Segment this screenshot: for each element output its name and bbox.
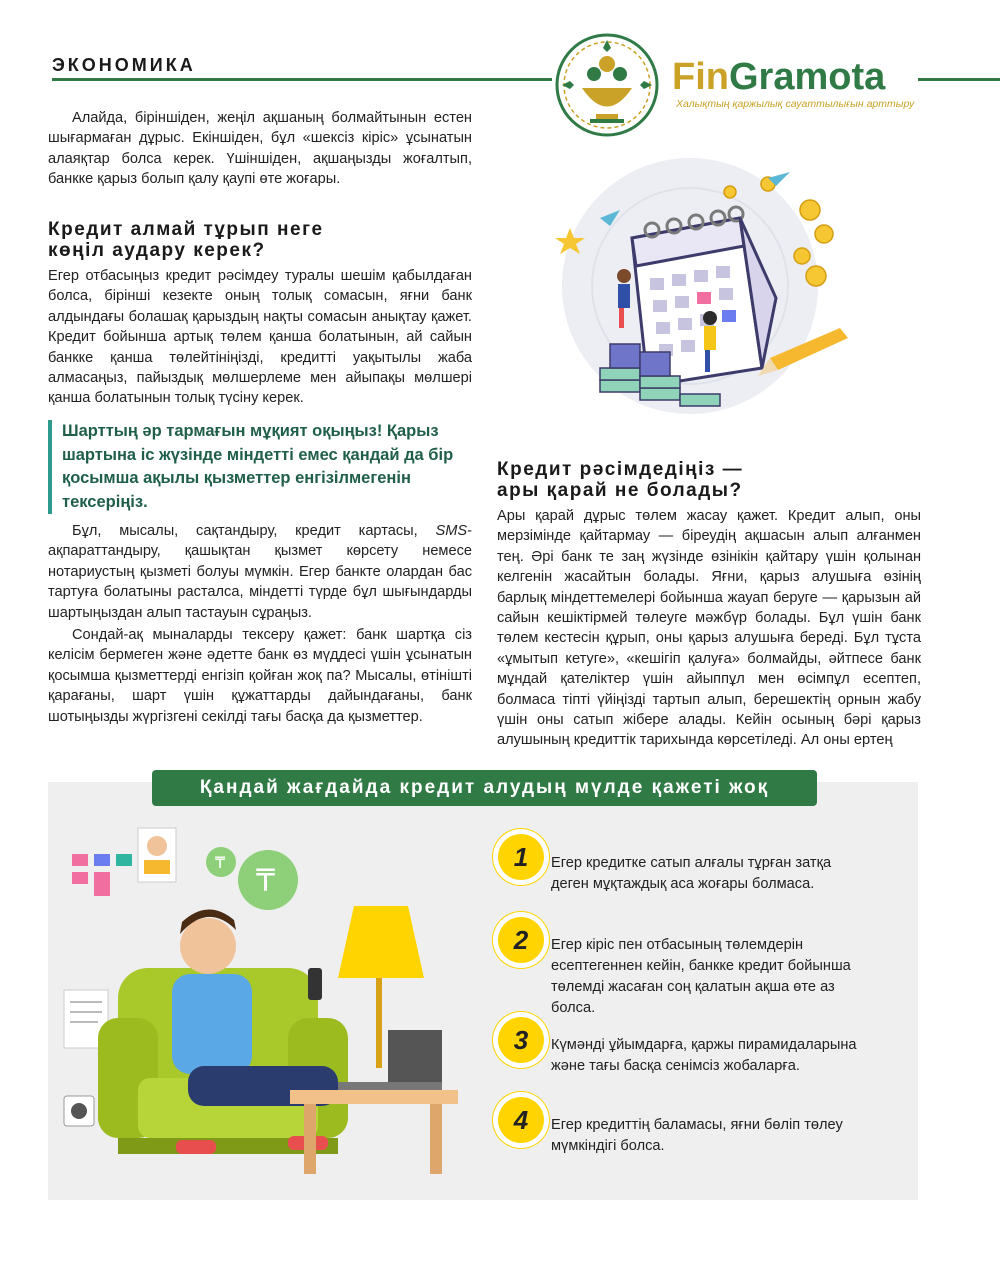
calendar-illustration [540,148,870,448]
tip-number-badge: 4 [498,1097,544,1143]
paragraph-extra-services [48,521,472,623]
tip-text: Егер кредиттің баламасы, яғни бөліп төлеу мүмкіндігі болса. [551,1117,843,1154]
svg-text:₸: ₸ [215,853,226,872]
brand-name [672,56,885,99]
header-rule-left [52,78,552,81]
paragraph-extra-services-block [48,521,472,727]
sms-italic: SMS [435,523,468,539]
heading-after-credit [497,459,927,501]
heading-before-credit-line2: көңіл аудару керек? [48,240,266,261]
intro-paragraph-block [48,108,472,190]
tip-text: Күмәнді ұйымдарға, қаржы пирамидаларына және тағы басқа сенімсіз жобаларға. [551,1037,857,1074]
tip-number-badge: 3 [498,1017,544,1063]
heading-after-credit-line1: Кредит рәсімдедіңіз — [497,459,744,480]
highlighted-quote: Шарттың әр тармағын мұқият оқыңыз! Қарыз шартына іс жүзінде міндетті емес қандай да бір қосымша ақылы қызметтер енгізілмегенін тексеріңіз. [48,420,472,514]
paragraph-check-contract: Сондай-ақ мыналарды тексеру қажет: банк шартқа сіз келісім бермеген және әдетте банк өз мүддесі үшін ұсынатын қосымша қызметтерді енгізіп қойған жоқ па? Мысалы, өтінішті қарағаны, шарт үшін құжаттарды дайындағаны, банк шотыңызды жүргізгені секілді тағы басқа да қызметтер. [48,627,472,725]
heading-after-credit-line2: ары қарай не болады? [497,480,743,501]
paragraph-repayment-block [497,506,921,751]
tip-text: Егер кіріс пен отбасының төлемдерін есептегеннен кейін, банкке кредит бойынша төлемді жасаған соң қалатын ақша өте аз болса. [551,937,851,1016]
intro-paragraph: Алайда, біріншіден, жеңіл ақшаның болмайтынын естен шығармаған дұрыс. Екіншіден, бұл «шексіз кіріс» ұсынатын алаяқтар болса керек. Үшіншіден, ақшаңызды жоғалтып, банкке қарыз болып қалу қаупі өте жоғары. [48,110,472,188]
heading-before-credit-line1: Кредит алмай тұрып неге [48,219,324,240]
brand-name-gramota: Gramota [728,56,886,98]
worried-man-illustration [58,818,478,1190]
section-label: ЭКОНОМИКА [52,55,196,75]
paragraph-extra-services-end: -ақпараттандыру, қашықтан қызмет көрсету немесе нотариустың қызметі болуы мүмкін. Егер банкте олардан бас тартуға болатыны расталса, міндетті түрде бұл шығындарды шартыңыздан алып тастауын сұраңыз. [48,523,472,621]
tips-panel-title: Қандай жағдайда кредит алудың мүлде қажеті жоқ [152,770,817,806]
brand-name-fin: Fin [672,56,729,98]
paragraph-full-amount-block [48,266,472,409]
tip-number-badge: 1 [498,834,544,880]
paragraph-extra-services-start: Бұл, мысалы, сақтандыру, кредит картасы, [72,523,436,539]
paragraph-repayment: Ары қарай дұрыс төлем жасау қажет. Кредит алып, оны мерзімінде қайтармау — біреудің ақшасын алып алғанмен тең. Әрі банк те заң жүзінде өзінікін қайтару үшін қолынан келгенін жасайтын болады. Яғни, қарыз алушыға өзінің барлық міндеттемелері бойынша жауап беруге — қарызын ай сайын кешіктірмей төлеуге мәжбүр болады. Бұл үшін банк төлем кестесін құрып, оны қарыз алушыға береді. Бұл тұста «ұмытып кетуге», «кешігіп қалуға» болмайды, әйтпесе банк мұндай қателіктер үшін айыппұл мен өсімпұл есептеп, болмаса тіпті үйіңізді тартып алып, берешектің орнын жабу үшін оны сатып жібере алады. Кейін осының бәрі қарыз алушының кредиттік тарихында көрсетіледі. Ал оны ертең [497,508,921,749]
heading-before-credit [48,219,472,261]
svg-text:₸: ₸ [256,864,276,899]
paragraph-full-amount: Егер отбасыңыз кредит рәсімдеу туралы шешім қабылдаған болса, бірінші кезекте оның толық сомасын, яғни банк алдындағы болашақ қарыздың нақты сомасын анықтау қажет. Кредит бойынша артық төлем қанша болатынын, ай сайын банкке қанша төлейтініңізді, кредитті уақытылы жаба алмасаңыз, пайыздық мөлшерлеме мен айыпақы мөлшері қанша болатынын толық түсіну керек. [48,268,472,407]
brand-tagline: Халықтың қаржылық сауаттылығын арттыру [676,98,915,110]
tip-number-badge: 2 [498,917,544,963]
fingramota-emblem-icon [552,30,662,140]
tip-text: Егер кредитке сатып алғалы тұрған затқа деген мұқтаждық аса жоғары болмаса. [551,855,832,892]
header-rule-right [918,78,1000,81]
